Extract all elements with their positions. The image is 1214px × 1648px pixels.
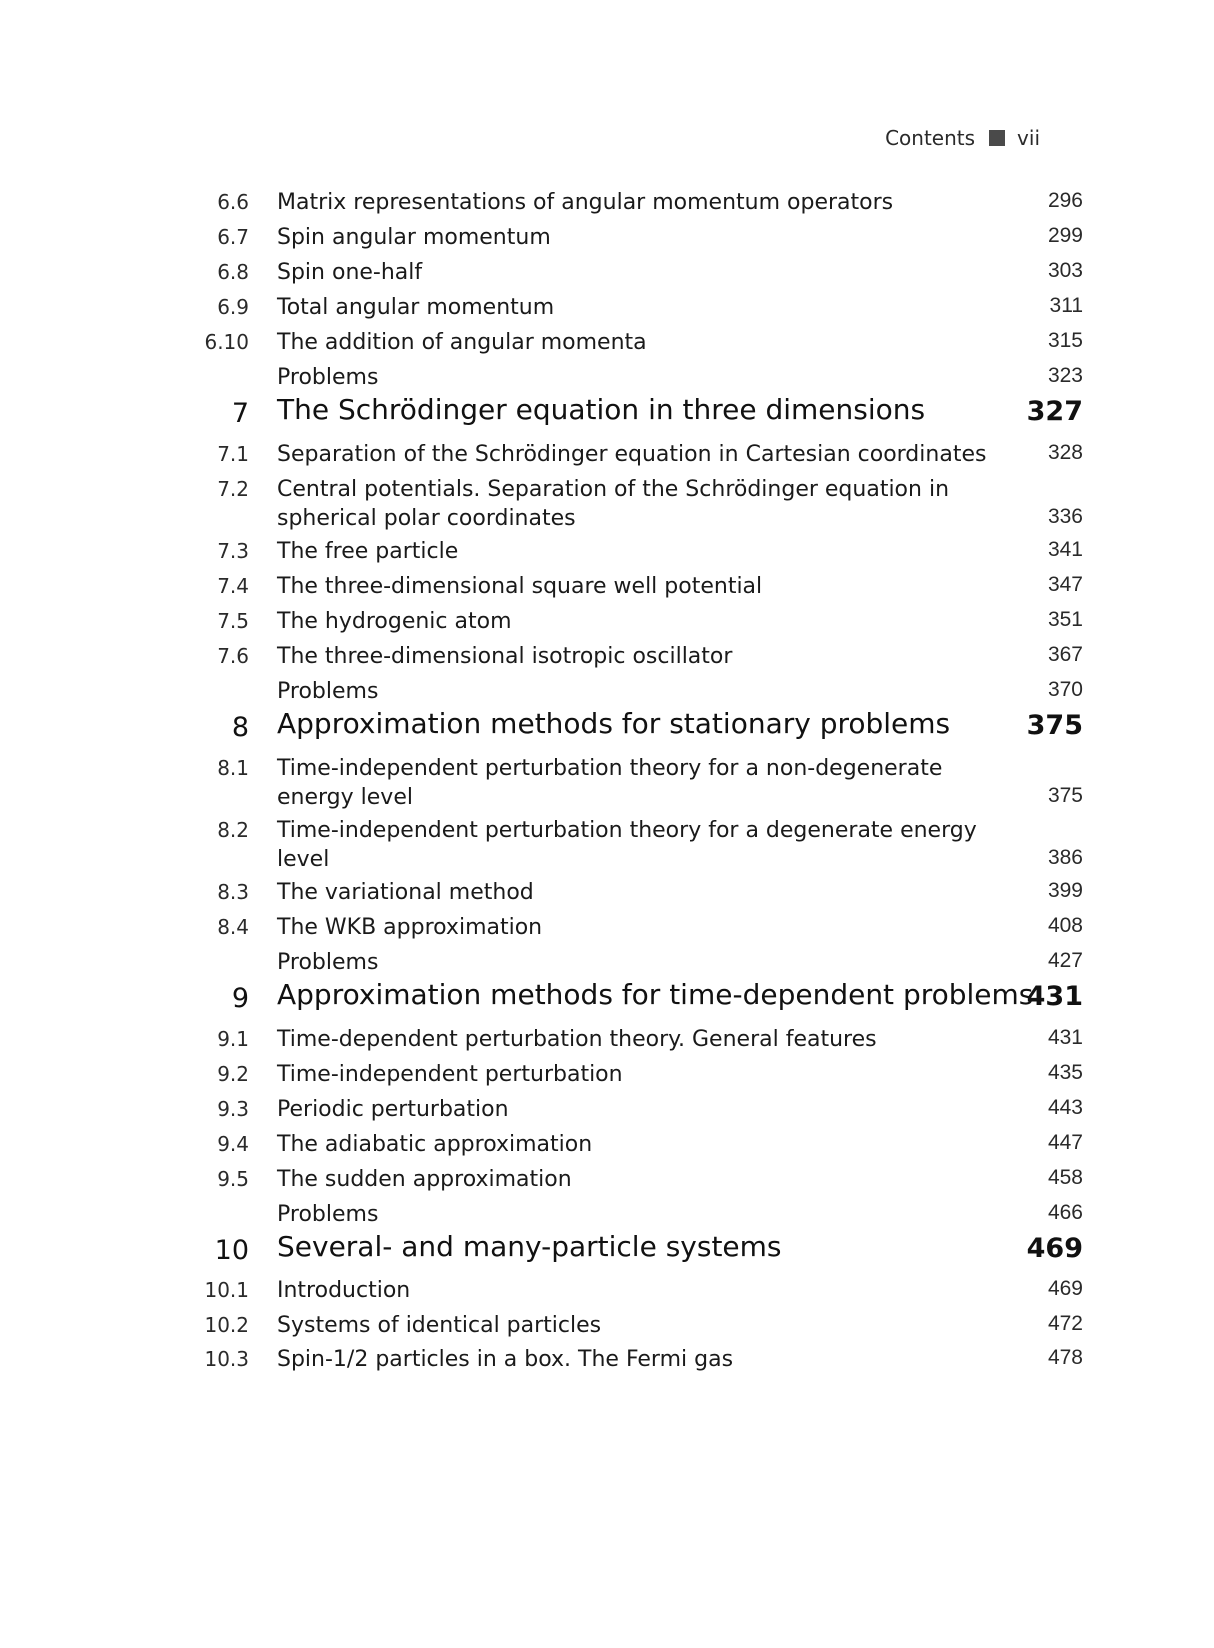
section-number: 7.4	[217, 574, 249, 598]
section-title	[277, 328, 1017, 357]
section-title	[277, 1130, 1017, 1159]
section-title	[277, 363, 1017, 392]
section-number: 10.1	[204, 1278, 249, 1302]
page-number: 336	[1047, 505, 1083, 528]
title-line: The hydrogenic atom	[277, 609, 512, 634]
title-line: Time-independent perturbation theory for a non-degenerate	[277, 756, 943, 781]
title-line: Separation of the Schrödinger equation in Cartesian coordinates	[277, 442, 987, 467]
title-line: spherical polar coordinates	[277, 506, 576, 531]
running-head-page-number: vii	[1017, 126, 1040, 150]
section-title	[277, 1276, 1017, 1305]
section-number: 6.10	[204, 330, 249, 354]
page-number: 427	[1047, 949, 1083, 972]
section-title	[277, 572, 1017, 601]
page-number: 399	[1047, 879, 1083, 902]
chapter-number: 7	[231, 398, 249, 429]
running-head-label: Contents	[885, 126, 976, 150]
title-line: Time-dependent perturbation theory. General features	[277, 1027, 877, 1052]
title-line: The three-dimensional square well potential	[277, 574, 763, 599]
chapter-title	[277, 978, 1034, 1011]
page-number: 472	[1047, 1312, 1083, 1335]
section-title	[277, 188, 1017, 217]
section-title	[277, 293, 1017, 322]
section-number: 9.3	[217, 1097, 249, 1121]
section-title	[277, 1165, 1017, 1194]
page-number: 303	[1047, 259, 1083, 282]
section-title	[277, 1345, 1017, 1374]
section-number: 9.4	[217, 1132, 249, 1156]
title-line: Problems	[277, 950, 379, 975]
section-title	[277, 1095, 1017, 1124]
section-title	[277, 1025, 1017, 1054]
page-number: 375	[1047, 784, 1083, 807]
page-number: 469	[1047, 1277, 1083, 1300]
section-number: 8.3	[217, 880, 249, 904]
title-line: The sudden approximation	[277, 1167, 572, 1192]
page-number: 431	[1026, 981, 1083, 1012]
section-number: 10.3	[204, 1347, 249, 1371]
section-title	[277, 816, 1017, 874]
chapter-title	[277, 709, 1017, 738]
page-number: 296	[1047, 189, 1083, 212]
page-number: 323	[1047, 364, 1083, 387]
section-number: 6.9	[217, 295, 249, 319]
title-line: Central potentials. Separation of the Schrödinger equation in	[277, 477, 950, 502]
page-number: 408	[1047, 914, 1083, 937]
title-line: Total angular momentum	[277, 295, 555, 320]
title-line: The addition of angular momenta	[277, 330, 647, 355]
title-line: The adiabatic approximation	[277, 1132, 593, 1157]
section-number: 10.2	[204, 1313, 249, 1337]
page-number: 435	[1047, 1061, 1083, 1084]
section-title	[277, 223, 1017, 252]
page-number: 315	[1047, 329, 1083, 352]
title-line: Systems of identical particles	[277, 1313, 602, 1338]
section-title	[277, 440, 1017, 469]
page-number: 386	[1047, 846, 1083, 869]
title-line: Time-independent perturbation theory for a degenerate energy	[277, 818, 977, 843]
title-line: The Schrödinger equation in three dimensions	[277, 393, 926, 426]
title-line: Problems	[277, 679, 379, 704]
page-number: 466	[1047, 1201, 1083, 1224]
page-number: 367	[1047, 643, 1083, 666]
section-number: 7.5	[217, 609, 249, 633]
section-title	[277, 607, 1017, 636]
title-line: Introduction	[277, 1278, 411, 1303]
section-number: 7.2	[217, 477, 249, 501]
page-number: 328	[1047, 441, 1083, 464]
section-number: 7.1	[217, 442, 249, 466]
page-number: 458	[1047, 1166, 1083, 1189]
chapter-number: 10	[214, 1235, 249, 1266]
chapter-number: 9	[231, 983, 249, 1014]
section-title	[277, 913, 1017, 942]
chapter-title	[277, 1232, 1017, 1261]
section-number: 6.7	[217, 225, 249, 249]
section-title	[277, 537, 1017, 566]
page-number: 443	[1047, 1096, 1083, 1119]
title-line: Approximation methods for time-dependent problems	[277, 978, 1034, 1011]
title-line: Matrix representations of angular momentum operators	[277, 190, 894, 215]
page-number: 431	[1047, 1026, 1083, 1049]
section-number: 8.4	[217, 915, 249, 939]
title-line: Time-independent perturbation	[277, 1062, 623, 1087]
title-line: level	[277, 847, 330, 872]
title-line: The WKB approximation	[277, 915, 543, 940]
section-title	[277, 642, 1017, 671]
page-number: 375	[1026, 710, 1083, 741]
title-line: The three-dimensional isotropic oscillator	[277, 644, 733, 669]
section-number: 8.1	[217, 756, 249, 780]
title-line: Problems	[277, 1202, 379, 1227]
title-line: Spin-1/2 particles in a box. The Fermi gas	[277, 1347, 734, 1372]
page-number: 327	[1026, 396, 1083, 427]
title-line: Problems	[277, 365, 379, 390]
section-title	[277, 1311, 1017, 1340]
section-number: 9.2	[217, 1062, 249, 1086]
section-number: 6.8	[217, 260, 249, 284]
chapter-number: 8	[231, 712, 249, 743]
section-title	[277, 878, 1017, 907]
section-number: 6.6	[217, 190, 249, 214]
title-line: Spin angular momentum	[277, 225, 551, 250]
page-number: 347	[1047, 573, 1083, 596]
section-title	[277, 754, 1017, 812]
section-number: 9.5	[217, 1167, 249, 1191]
title-line: Periodic perturbation	[277, 1097, 509, 1122]
section-title	[277, 258, 1017, 287]
page-number: 341	[1047, 538, 1083, 561]
title-line: Several- and many-particle systems	[277, 1230, 782, 1263]
title-line: Approximation methods for stationary problems	[277, 707, 951, 740]
section-title	[277, 1200, 1017, 1229]
title-line: The free particle	[277, 539, 459, 564]
title-line: The variational method	[277, 880, 534, 905]
page-number: 370	[1047, 678, 1083, 701]
title-line: energy level	[277, 785, 413, 810]
page-number: 299	[1047, 224, 1083, 247]
section-number: 7.6	[217, 644, 249, 668]
section-title	[277, 475, 1017, 533]
page-number: 447	[1047, 1131, 1083, 1154]
title-line: Spin one-half	[277, 260, 423, 285]
page-number: 351	[1047, 608, 1083, 631]
chapter-title	[277, 395, 1017, 424]
section-title	[277, 948, 1017, 977]
section-number: 8.2	[217, 818, 249, 842]
page-number: 469	[1026, 1233, 1083, 1264]
section-title	[277, 677, 1017, 706]
page-number: 478	[1047, 1346, 1083, 1369]
section-title	[277, 1060, 1017, 1089]
section-number: 9.1	[217, 1027, 249, 1051]
section-number: 7.3	[217, 539, 249, 563]
page-number: 311	[1049, 294, 1083, 317]
